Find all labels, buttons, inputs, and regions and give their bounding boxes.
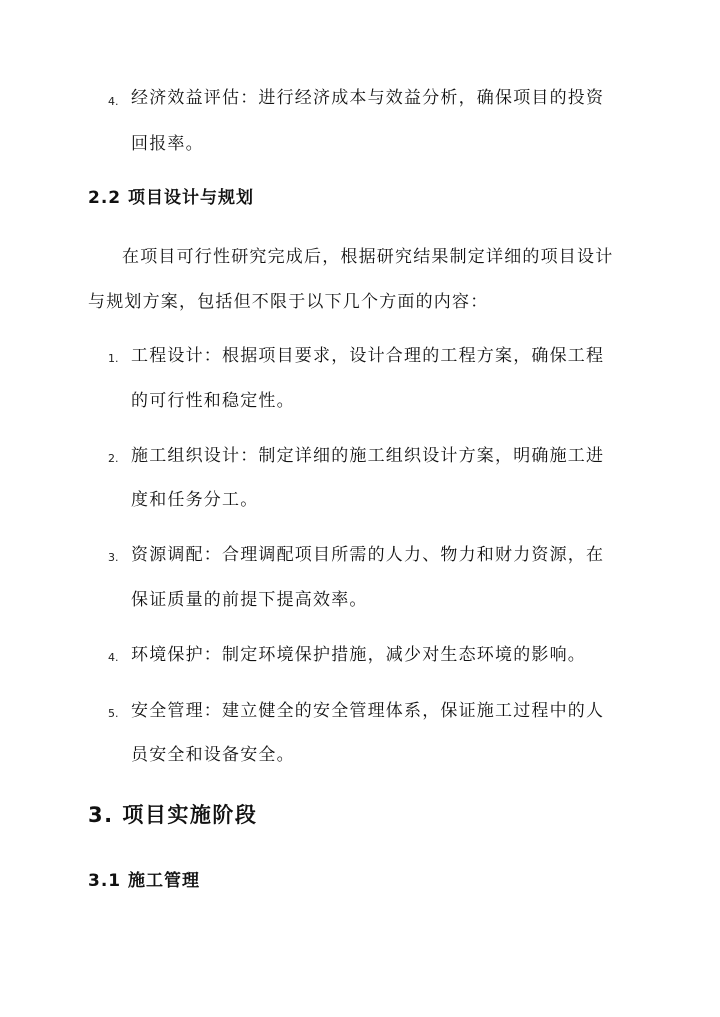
list-number: 5. <box>108 707 119 720</box>
section-heading-2-2: 2.2 项目设计与规划 <box>88 188 255 208</box>
list-item-line: 保证质量的前提下提高效率。 <box>131 590 368 610</box>
list-number: 4. <box>108 651 119 664</box>
list-number: 4. <box>108 95 119 108</box>
section-heading-3-1: 3.1 施工管理 <box>88 871 201 891</box>
paragraph-line: 与规划方案，包括但不限于以下几个方面的内容： <box>88 292 489 312</box>
list-item-line: 资源调配：合理调配项目所需的人力、物力和财力资源，在 <box>131 545 605 565</box>
list-item-line: 回报率。 <box>131 134 204 154</box>
list-item-line: 的可行性和稳定性。 <box>131 391 295 411</box>
list-item-line: 度和任务分工。 <box>131 490 259 510</box>
list-number: 3. <box>108 551 119 564</box>
list-item-line: 工程设计：根据项目要求，设计合理的工程方案，确保工程 <box>131 346 605 366</box>
list-item-line: 员安全和设备安全。 <box>131 745 295 765</box>
list-item-line: 施工组织设计：制定详细的施工组织设计方案，明确施工进 <box>131 446 605 466</box>
list-number: 1. <box>108 352 119 365</box>
list-item-line: 经济效益评估：进行经济成本与效益分析，确保项目的投资 <box>131 88 605 108</box>
list-item-line: 安全管理：建立健全的安全管理体系，保证施工过程中的人 <box>131 701 605 721</box>
list-number: 2. <box>108 452 119 465</box>
paragraph-line: 在项目可行性研究完成后，根据研究结果制定详细的项目设计 <box>122 247 614 267</box>
section-heading-3: 3. 项目实施阶段 <box>88 803 258 827</box>
list-item-line: 环境保护：制定环境保护措施，减少对生态环境的影响。 <box>131 645 586 665</box>
